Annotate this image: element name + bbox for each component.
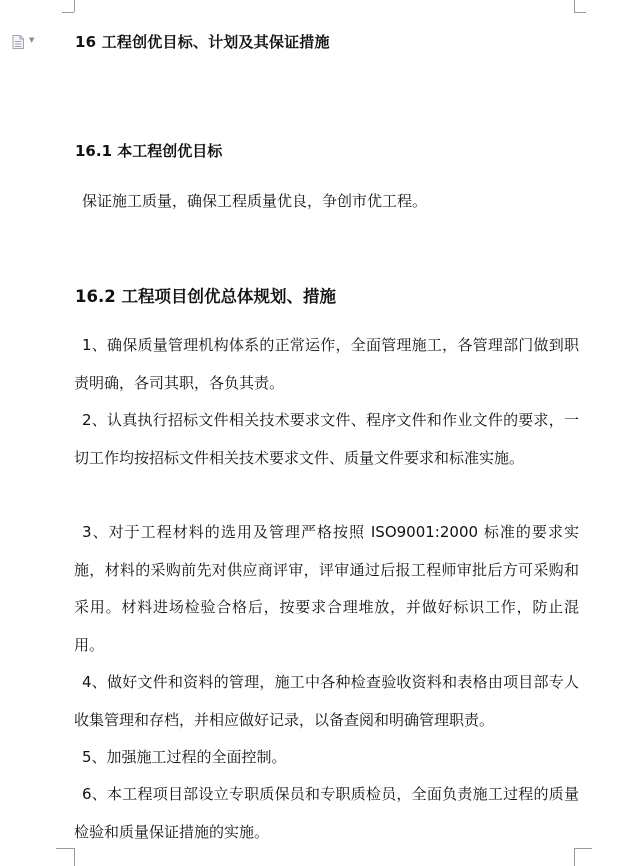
crop-mark-top-left (74, 0, 75, 12)
section-heading-16-2: 16.2 工程项目创优总体规划、措施 (75, 287, 336, 306)
document-icon[interactable] (12, 35, 24, 49)
crop-mark-top-right (574, 0, 575, 12)
section-heading-16-1: 16.1 本工程创优目标 (75, 142, 223, 160)
list-item: 4、做好文件和资料的管理，施工中各种检查验收资料和表格由项目部专人收集管理和存档，并相应做好记录，以备查阅和明确管理职责。 (74, 673, 579, 729)
list-item: 6、本工程项目部设立专职质保员和专职质检员，全面负责施工过程的质量检验和质量保证措施的实施。 (74, 785, 579, 841)
crop-mark-top-left-h (62, 12, 74, 13)
section-16-1-body: 保证施工质量，确保工程质量优良，争创市优工程。 (82, 192, 428, 210)
list-item: 1、确保质量管理机构体系的正常运作，全面管理施工，各管理部门做到职责明确，各司其职，各负其责。 (74, 336, 579, 392)
list-item: 3、对于工程材料的选用及管理严格按照 ISO9001:2000 标准的要求实施，材料的采购前先对供应商评审，评审通过后报工程师审批后方可采购和采用。材料进场检验合格后，按要求合理堆放，并做好标识工作，防止混用。 (74, 523, 579, 654)
list-item: 5、加强施工过程的全面控制。 (82, 748, 287, 766)
crop-mark-top-right-h (574, 12, 586, 13)
chapter-heading: 16 工程创优目标、计划及其保证措施 (75, 33, 330, 51)
crop-mark-bottom-left-h (56, 848, 74, 849)
list-item: 2、认真执行招标文件相关技术要求文件、程序文件和作业文件的要求，一切工作均按招标文件相关技术要求文件、质量文件要求和标准实施。 (74, 411, 579, 467)
chevron-down-icon[interactable]: ▼ (29, 36, 35, 44)
